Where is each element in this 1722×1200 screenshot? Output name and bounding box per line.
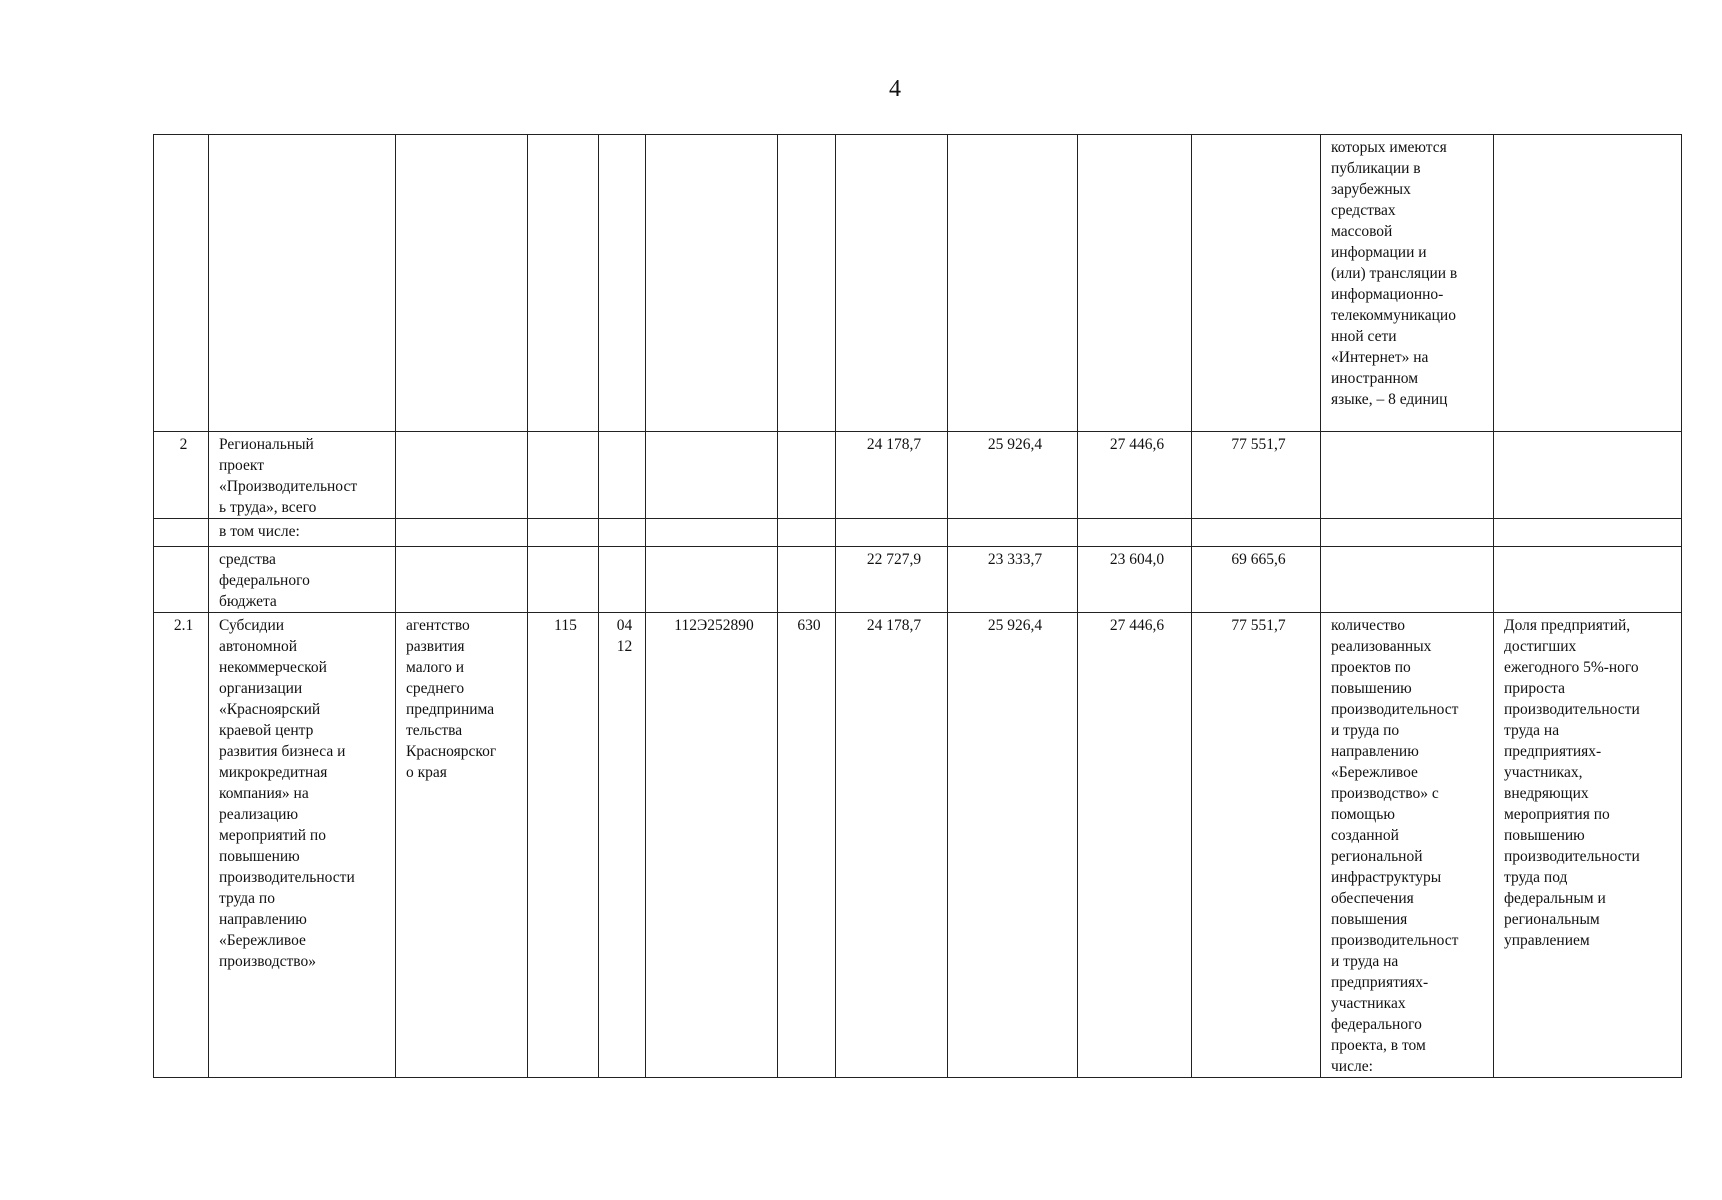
cell-goal-indicator <box>1494 135 1682 432</box>
cell-num <box>154 519 209 547</box>
cell-csr <box>646 547 778 613</box>
cell-csr <box>646 135 778 432</box>
cell-rzpr <box>599 519 646 547</box>
cell-executor <box>396 432 528 519</box>
table-row-2-1 <box>154 613 1682 1078</box>
cell-num: 2 <box>154 432 209 519</box>
cell-rzpr <box>599 135 646 432</box>
cell-y1 <box>836 519 948 547</box>
cell-goal-indicator <box>1494 432 1682 519</box>
cell-y3: 27 446,6 <box>1078 432 1192 519</box>
cell-y2: 25 926,4 <box>948 613 1078 1078</box>
cell-y2: 23 333,7 <box>948 547 1078 613</box>
cell-indicator <box>1321 519 1494 547</box>
cell-goal-indicator <box>1494 547 1682 613</box>
page-number: 4 <box>889 76 901 102</box>
cell-executor <box>396 519 528 547</box>
cell-total: 69 665,6 <box>1192 547 1321 613</box>
cell-name: в том числе: <box>209 519 396 547</box>
cell-y1: 24 178,7 <box>836 432 948 519</box>
cell-vr <box>778 519 836 547</box>
cell-grbs <box>528 519 599 547</box>
cell-grbs <box>528 547 599 613</box>
cell-name: средства федерального бюджета <box>209 547 396 613</box>
cell-total <box>1192 135 1321 432</box>
cell-executor <box>396 135 528 432</box>
cell-vr: 630 <box>778 613 836 1078</box>
cell-name <box>209 135 396 432</box>
cell-num <box>154 547 209 613</box>
cell-vr <box>778 547 836 613</box>
table-row-continued <box>154 135 1682 432</box>
cell-name: Региональный проект «Производительност ь труда», всего <box>209 432 396 519</box>
cell-vr <box>778 432 836 519</box>
cell-vr <box>778 135 836 432</box>
cell-grbs <box>528 135 599 432</box>
cell-total: 77 551,7 <box>1192 432 1321 519</box>
cell-indicator: которых имеются публикации в зарубежных средствах массовой информации и (или) трансляции в информационно- телекоммуникацио нной сети «Интернет» на иностранном языке, – 8 единиц <box>1321 135 1494 432</box>
cell-y1: 24 178,7 <box>836 613 948 1078</box>
cell-rzpr <box>599 432 646 519</box>
cell-grbs <box>528 432 599 519</box>
cell-y3 <box>1078 519 1192 547</box>
cell-rzpr: 04 12 <box>599 613 646 1078</box>
cell-y2 <box>948 519 1078 547</box>
cell-total <box>1192 519 1321 547</box>
cell-y3: 23 604,0 <box>1078 547 1192 613</box>
cell-goal-indicator <box>1494 519 1682 547</box>
cell-total: 77 551,7 <box>1192 613 1321 1078</box>
cell-y1 <box>836 135 948 432</box>
cell-y3: 27 446,6 <box>1078 613 1192 1078</box>
cell-goal-indicator: Доля предприятий, достигших ежегодного 5%-ного прироста производительности труда на предприятиях- участниках, внедряющих мероприятия по повышению производительности труда под федеральным и региональным управлением <box>1494 613 1682 1078</box>
table-row-2 <box>154 432 1682 519</box>
cell-indicator <box>1321 547 1494 613</box>
cell-y2: 25 926,4 <box>948 432 1078 519</box>
cell-executor <box>396 547 528 613</box>
cell-csr <box>646 519 778 547</box>
cell-csr: 112Э252890 <box>646 613 778 1078</box>
program-table <box>153 134 1682 1078</box>
cell-executor: агентство развития малого и среднего предпринима тельства Красноярског о края <box>396 613 528 1078</box>
table-row-including <box>154 519 1682 547</box>
table-row-federal-budget <box>154 547 1682 613</box>
cell-y2 <box>948 135 1078 432</box>
cell-num: 2.1 <box>154 613 209 1078</box>
cell-grbs: 115 <box>528 613 599 1078</box>
cell-csr <box>646 432 778 519</box>
cell-indicator <box>1321 432 1494 519</box>
cell-y1: 22 727,9 <box>836 547 948 613</box>
cell-indicator: количество реализованных проектов по повышению производительност и труда по направлению «Бережливое производство» с помощью созданной региональной инфраструктуры обеспечения повышения производительност и труда на предприятиях- участниках федерального проекта, в том числе: <box>1321 613 1494 1078</box>
cell-name: Субсидии автономной некоммерческой организации «Красноярский краевой центр развития бизнеса и микрокредитная компания» на реализацию мероприятий по повышению производительности труда по направлению «Бережливое производство» <box>209 613 396 1078</box>
cell-y3 <box>1078 135 1192 432</box>
cell-num <box>154 135 209 432</box>
cell-rzpr <box>599 547 646 613</box>
